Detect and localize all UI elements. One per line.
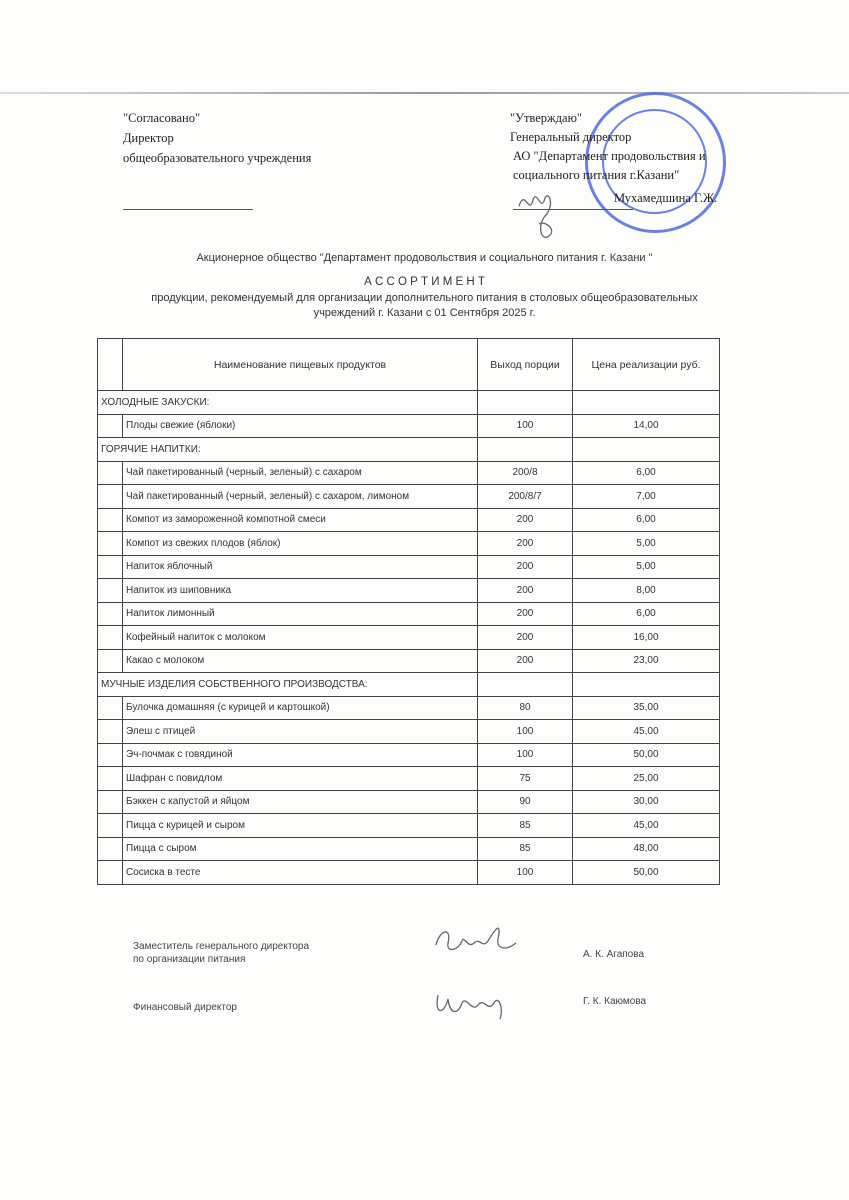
signature-line	[123, 209, 253, 210]
price: 48,00	[573, 837, 720, 861]
price: 6,00	[573, 461, 720, 485]
table-row	[98, 649, 720, 673]
table-row	[98, 602, 720, 626]
table-row	[98, 579, 720, 603]
subtitle-line-1: продукции, рекомендуемый для организации дополнительного питания в столовых общеобразовательных	[151, 292, 698, 304]
approved-org-1: АО "Департамент продовольствия и	[513, 149, 706, 163]
category-title: ХОЛОДНЫЕ ЗАКУСКИ:	[98, 391, 478, 415]
category-title: МУЧНЫЕ ИЗДЕЛИЯ СОБСТВЕННОГО ПРОИЗВОДСТВА:	[98, 673, 478, 697]
table-row	[98, 508, 720, 532]
price: 6,00	[573, 508, 720, 532]
portion-size: 200	[478, 555, 573, 579]
assortment-table	[97, 338, 720, 885]
approved-label: "Утверждаю"	[510, 111, 583, 125]
price: 8,00	[573, 579, 720, 603]
signatory-1-position: Заместитель генерального директора по организации питания	[133, 941, 310, 965]
agreed-label: "Согласовано"	[123, 111, 201, 125]
portion-size: 200/8/7	[478, 485, 573, 509]
approved-org-2: социального питания г.Казани"	[513, 168, 680, 182]
signatory-2-position: Финансовый директор	[133, 1002, 237, 1013]
portion-size: 200	[478, 532, 573, 556]
agreed-org: общеобразовательного учреждения	[123, 151, 312, 165]
product-name: Кофейный напиток с молоком	[123, 626, 478, 650]
product-name: Компот из свежих плодов (яблок)	[123, 532, 478, 556]
product-name: Напиток лимонный	[123, 602, 478, 626]
price: 14,00	[573, 414, 720, 438]
portion-size: 200	[478, 508, 573, 532]
product-name: Сосиска в тесте	[123, 861, 478, 885]
product-name: Элеш с птицей	[123, 720, 478, 744]
category-row	[98, 391, 720, 415]
signature-1	[432, 915, 522, 965]
product-name: Шафран с повидлом	[123, 767, 478, 791]
approver-signature	[515, 186, 575, 246]
portion-size: 90	[478, 790, 573, 814]
table-row	[98, 837, 720, 861]
table-row	[98, 485, 720, 509]
price: 50,00	[573, 861, 720, 885]
portion-size: 200	[478, 649, 573, 673]
portion-size: 200	[478, 626, 573, 650]
agreed-position: Директор	[123, 131, 174, 145]
category-row	[98, 673, 720, 697]
price: 6,00	[573, 602, 720, 626]
product-name: Компот из замороженной компотной смеси	[123, 508, 478, 532]
portion-size: 80	[478, 696, 573, 720]
signatory-1-name: А. К. Агапова	[583, 949, 645, 960]
price: 23,00	[573, 649, 720, 673]
product-name: Бэккен с капустой и яйцом	[123, 790, 478, 814]
price: 30,00	[573, 790, 720, 814]
portion-size: 100	[478, 720, 573, 744]
portion-size: 200	[478, 602, 573, 626]
portion-size: 100	[478, 861, 573, 885]
portion-size: 200	[478, 579, 573, 603]
product-name: Напиток яблочный	[123, 555, 478, 579]
product-name: Пицца с сыром	[123, 837, 478, 861]
table-row	[98, 790, 720, 814]
table-row	[98, 861, 720, 885]
subtitle-line-2: учреждений г. Казани с 01 Сентября 2025 г.	[313, 307, 536, 319]
price: 5,00	[573, 555, 720, 579]
table-row	[98, 743, 720, 767]
table-row	[98, 696, 720, 720]
approver-name: Мухамедшина Г.Ж.	[614, 191, 718, 205]
price: 7,00	[573, 485, 720, 509]
price: 45,00	[573, 814, 720, 838]
product-name: Напиток из шиповника	[123, 579, 478, 603]
category-row	[98, 438, 720, 462]
portion-size: 85	[478, 837, 573, 861]
scan-edge-line	[0, 92, 849, 94]
portion-size: 200/8	[478, 461, 573, 485]
approved-position: Генеральный директор	[510, 130, 632, 144]
portion-size: 75	[478, 767, 573, 791]
signatory-2-name: Г. К. Каюмова	[583, 996, 647, 1007]
price: 35,00	[573, 696, 720, 720]
portion-size: 85	[478, 814, 573, 838]
product-name: Пицца с курицей и сыром	[123, 814, 478, 838]
document-title: А С С О Р Т И М Е Н Т	[364, 276, 485, 288]
table-row	[98, 814, 720, 838]
product-name: Чай пакетированный (черный, зеленый) с сахаром, лимоном	[123, 485, 478, 509]
product-name: Булочка домашняя (с курицей и картошкой)	[123, 696, 478, 720]
table-row	[98, 555, 720, 579]
signature-2	[432, 985, 512, 1025]
header-price: Цена реализации руб.	[573, 339, 720, 391]
price: 50,00	[573, 743, 720, 767]
table-row	[98, 461, 720, 485]
product-name: Чай пакетированный (черный, зеленый) с сахаром	[123, 461, 478, 485]
price: 5,00	[573, 532, 720, 556]
table-row	[98, 532, 720, 556]
portion-size: 100	[478, 414, 573, 438]
table-row	[98, 414, 720, 438]
table-row	[98, 626, 720, 650]
product-name: Какао с молоком	[123, 649, 478, 673]
header-name: Наименование пищевых продуктов	[123, 339, 478, 391]
category-title: ГОРЯЧИЕ НАПИТКИ:	[98, 438, 478, 462]
price: 16,00	[573, 626, 720, 650]
header-portion: Выход порции	[478, 339, 573, 391]
table-row	[98, 767, 720, 791]
price: 45,00	[573, 720, 720, 744]
portion-size: 100	[478, 743, 573, 767]
price: 25,00	[573, 767, 720, 791]
company-name: Акционерное общество "Департамент продовольствия и социального питания г. Казани "	[196, 252, 653, 264]
product-name: Эч-почмак с говядиной	[123, 743, 478, 767]
product-name: Плоды свежие (яблоки)	[123, 414, 478, 438]
table-row	[98, 720, 720, 744]
